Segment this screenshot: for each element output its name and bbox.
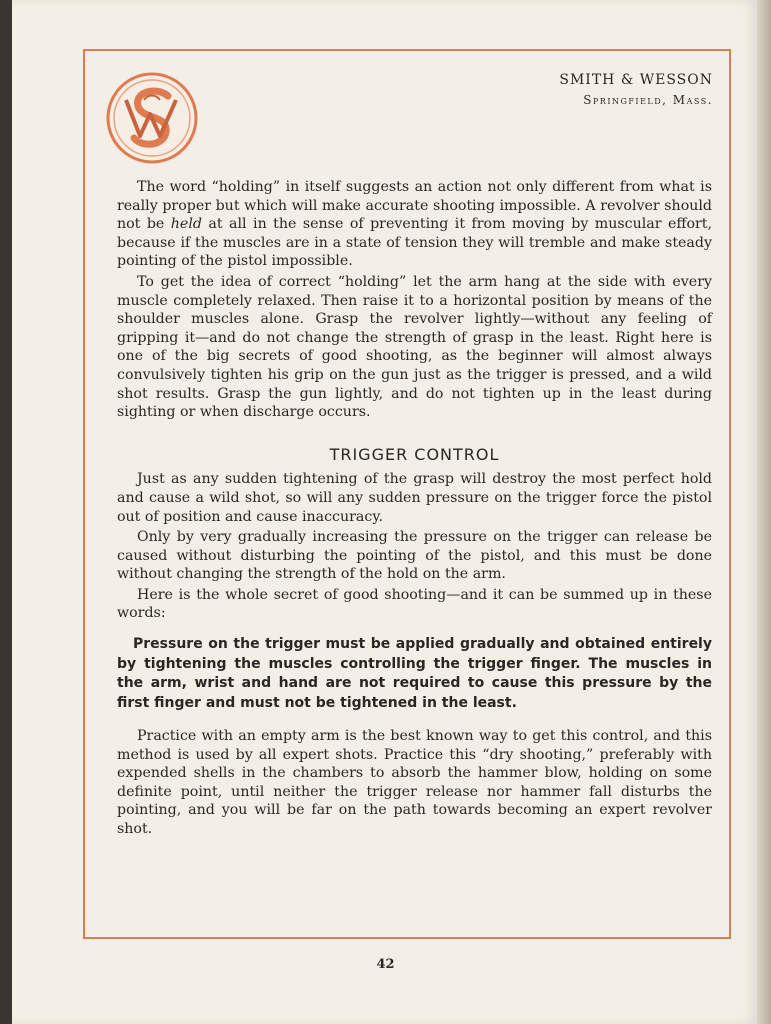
paragraph-holding-text-1: The word “holding” in itself suggests an action not only different from what is really proper but which will make accurate shooting impossible. A revolver should not be [117,179,712,233]
emphasis-held: held [170,216,202,233]
section-heading-trigger-control: TRIGGER CONTROL [329,444,500,464]
paragraph-dry-shooting: Practice with an empty arm is the best known way to get this control, and this method is used by all expert shots. Practice this “dry shooting,” preferably with expended shells in the chambers to absorb the hammer blow, holding on some definite point, until neither the trigger release nor hammer fall disturbs the pointing, and you will be far on the path towards becoming an expert revolver shot. [117,728,712,838]
company-city: Springfield, Mass. [583,93,713,107]
paragraph-correct-holding: To get the idea of correct “holding” let the arm hang at the side with every muscle completely relaxed. Then raise it to a horizontal position by means of the shoulder muscles alone. Grasp the revolver lightly—without any feeling of gripping it—and do not change the strength of grasp in the least. Right here is one of the big secrets of good shooting, as the beginner will almost always convulsively tighten his grip on the gun just as the trigger is pressed, and a wild shot results. Grasp the gun lightly, and do not tighten up in the least during sighting or when discharge occurs. [117,273,712,421]
paragraph-holding-text-2: at all in the sense of preventing it from moving by muscular effort, because if the muscles are in a state of tension they will tremble and make steady pointing of the pistol impossible. [117,216,712,270]
page-number: 42 [376,957,395,972]
page-edge [757,0,771,1024]
bold-rule-paragraph: Pressure on the trigger must be applied gradually and obtained entirely by tightening the muscles controlling the trigger finger. The muscles in the arm, wrist and hand are not required to cause this pressure by the first finger and must not be tightened in the least. [117,636,712,711]
page-content [117,178,712,839]
paragraph-whole-secret: Here is the whole secret of good shooting—and it can be summed up in these words: [117,586,712,622]
paragraph-holding [117,178,712,271]
company-name: SMITH & WESSON [559,72,713,88]
company-header [559,72,713,107]
paragraph-gradual-pressure: Only by very gradually increasing the pressure on the trigger can release be caused without disturbing the pointing of the pistol, and this must be done without changing the strength of the hold on the arm. [117,529,712,583]
paragraph-sudden-tightening: Just as any sudden tightening of the grasp will destroy the most perfect hold and cause a wild shot, so will any sudden pressure on the trigger force the pistol out of position and cause inaccuracy. [117,471,712,525]
sw-monogram-logo-icon [104,70,200,166]
